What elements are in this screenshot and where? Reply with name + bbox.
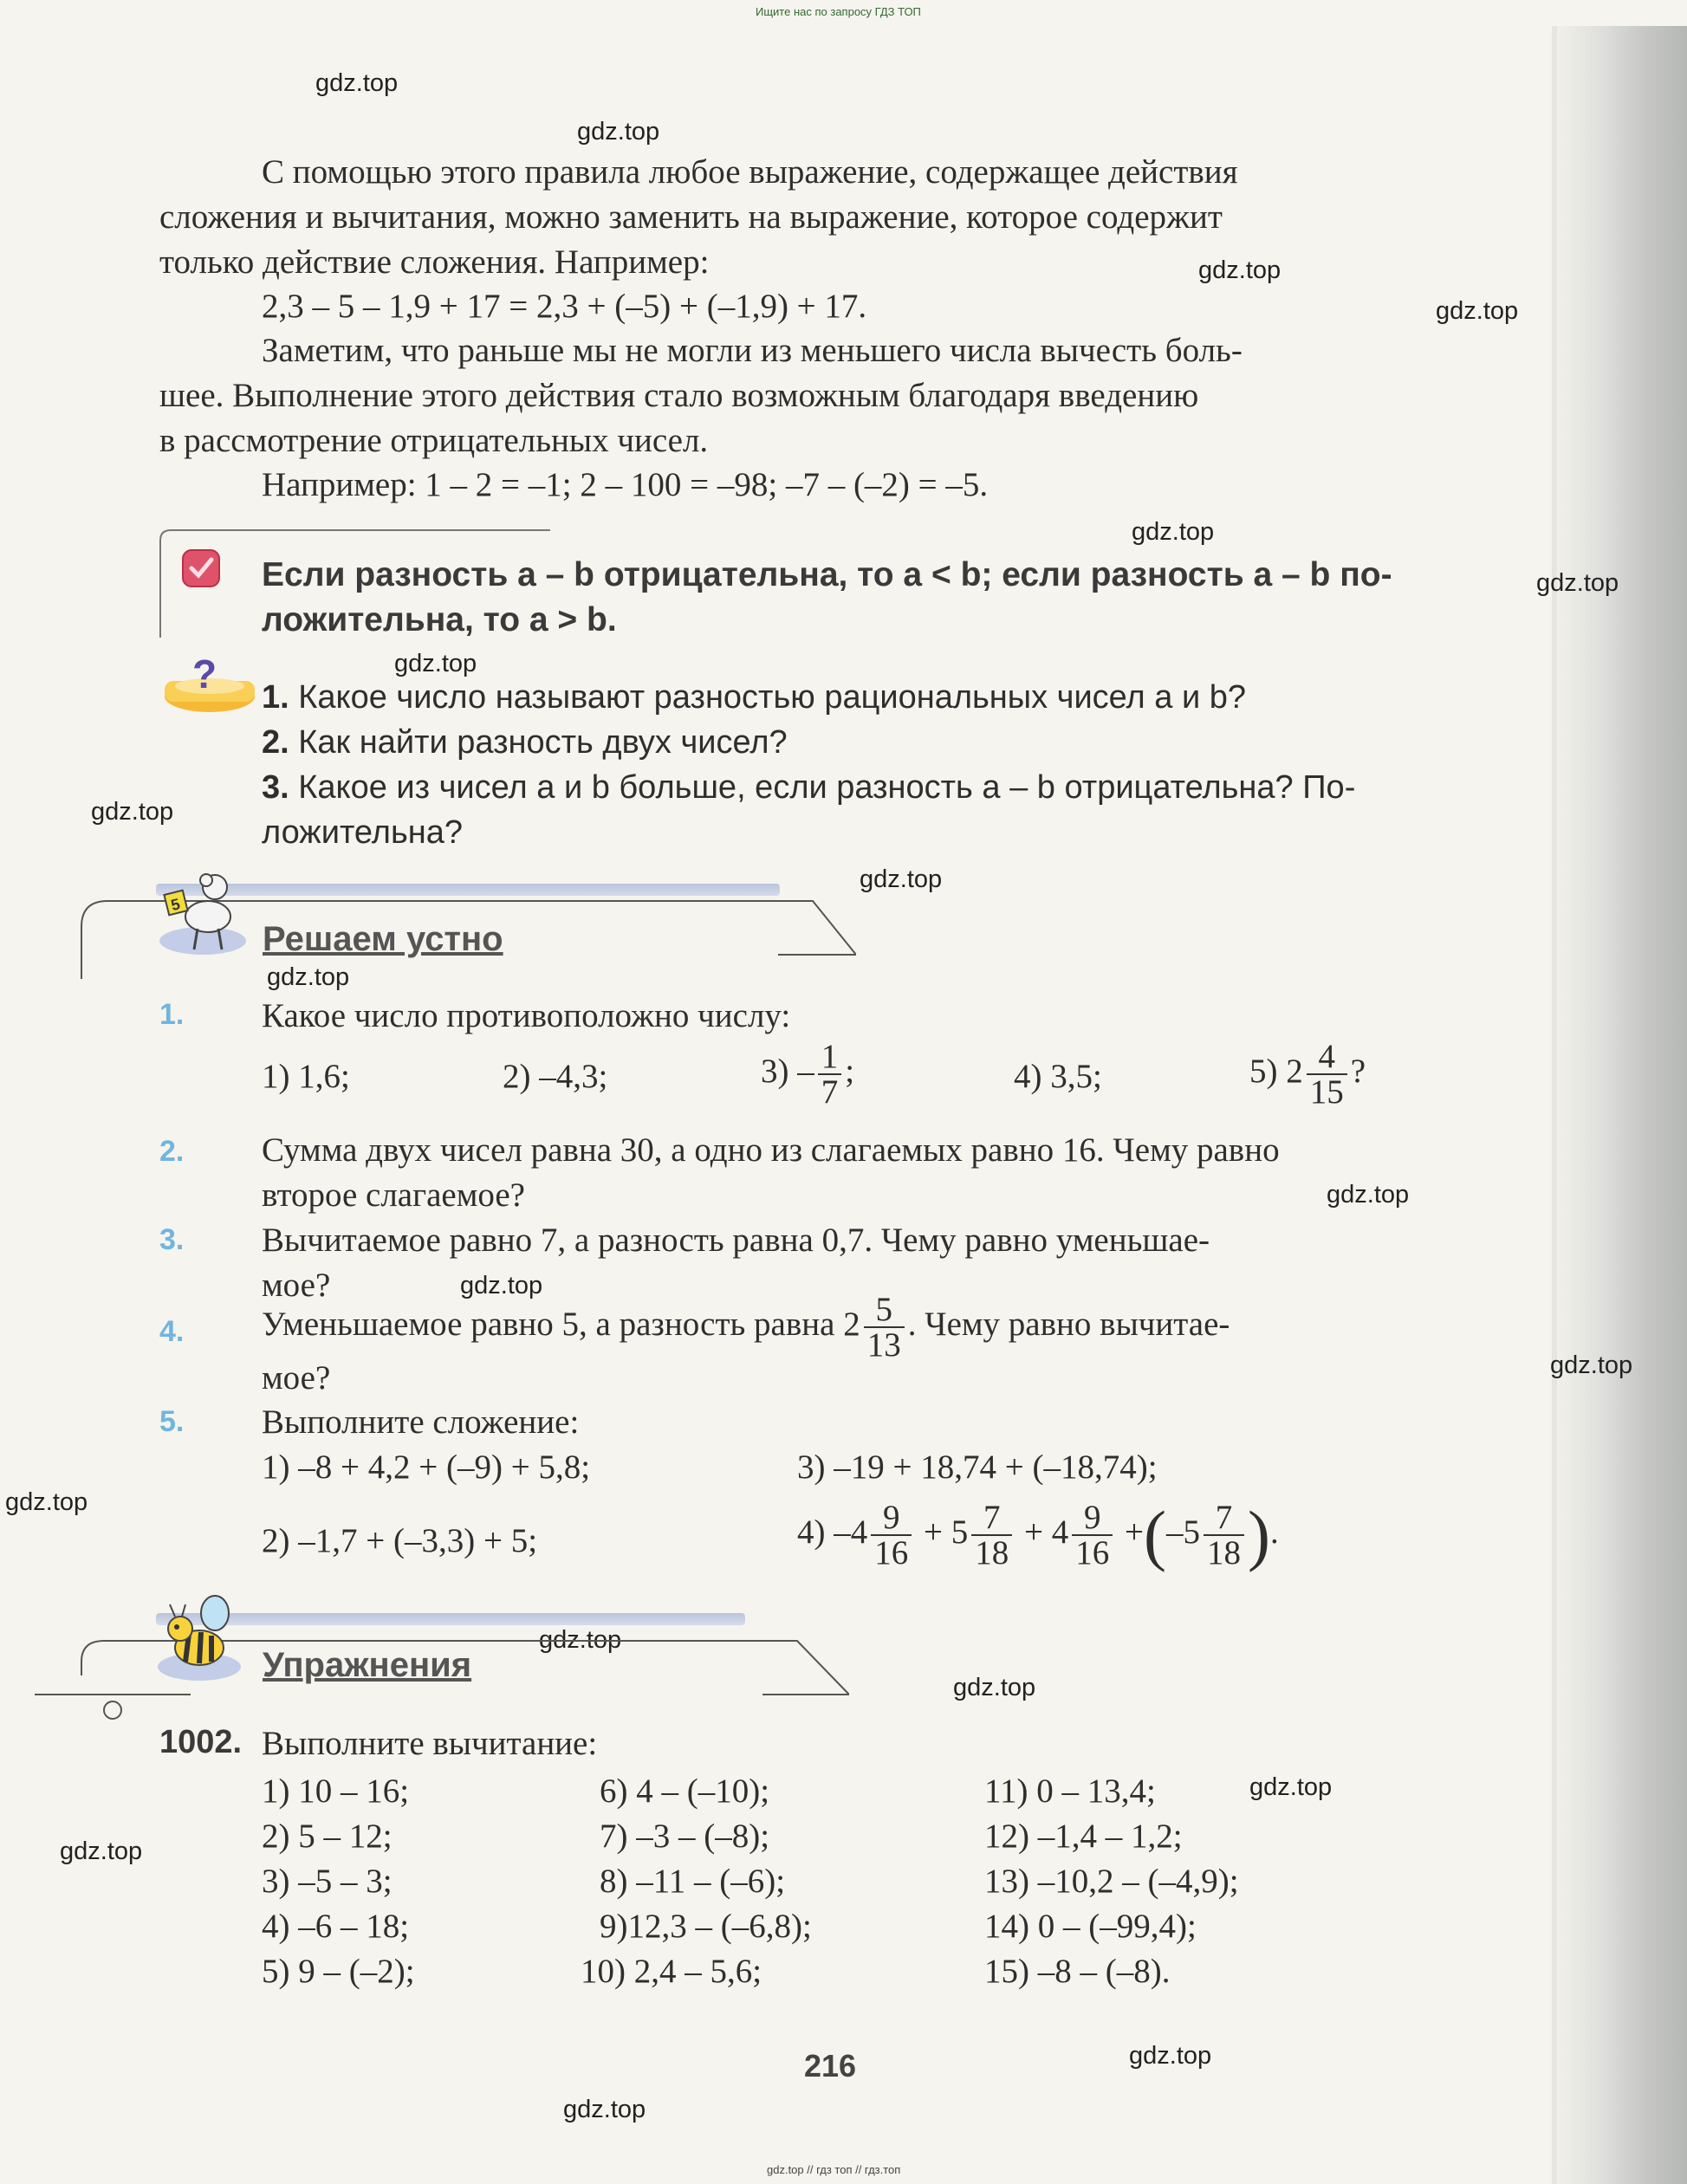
item-text: Вычитаемое равно 7, а разность равна 0,7. Чему равно уменьшае-	[262, 1222, 1210, 1259]
section-title: Решаем устно	[263, 920, 503, 958]
item-text: второе слагаемое?	[262, 1176, 525, 1214]
item-number: 5.	[159, 1405, 185, 1438]
watermark: gdz.top	[460, 1272, 543, 1299]
fraction: $\frac{7}{18}$	[971, 1500, 1012, 1570]
sum-task: 1) –8 + 4,2 + (–9) + 5,8;	[262, 1448, 591, 1486]
exercise-item: 7) –3 – (–8);	[600, 1818, 770, 1855]
watermark: gdz.top	[577, 118, 660, 146]
fraction: $\frac{9}{16}$	[1072, 1500, 1113, 1570]
exercise-column	[581, 1769, 812, 1994]
watermark: gdz.top	[1198, 256, 1281, 284]
item-text: мое?	[262, 1267, 331, 1304]
watermark: gdz.top	[91, 798, 174, 826]
parenthesis: )	[1247, 1497, 1270, 1572]
watermark: gdz.top	[1129, 2042, 1212, 2070]
sum-task-fractions: 4) –4 $\frac{9}{16}$ + 5 $\frac{7}{18}$ + 4 $\frac{9}{16}$ +(–5 $\frac{7}{18}$ ).	[797, 1497, 1279, 1572]
watermark: gdz.top	[860, 865, 943, 893]
paragraph-line: С помощью этого правила любое выражение, содержащее действия	[262, 153, 1238, 191]
fraction: $\frac{7}{18}$	[1204, 1500, 1244, 1570]
watermark: gdz.top	[1550, 1351, 1633, 1379]
item-text: Сумма двух чисел равна 30, а одно из слагаемых равно 16. Чему равно	[262, 1131, 1280, 1169]
rule-line: Если разность a – b отрицательна, то a < b; если разность a – b по-	[262, 556, 1392, 593]
bottom-note: gdz.top // гдз топ // гдз.топ	[767, 2163, 901, 2176]
item-number: 3.	[159, 1223, 185, 1256]
exercise-item: 2) 5 – 12;	[262, 1818, 393, 1855]
paragraph-line: сложения и вычитания, можно заменить на выражение, которое содержит	[159, 198, 1223, 236]
exercise-task: Выполните вычитание:	[262, 1725, 598, 1762]
paragraph-line: в рассмотрение отрицательных чисел.	[159, 422, 709, 459]
section-title: Упражнения	[263, 1646, 472, 1684]
fraction: $\frac{5}{13}$	[864, 1293, 905, 1362]
book-spine-shadow	[1557, 26, 1687, 2184]
watermark: gdz.top	[539, 1626, 622, 1654]
watermark: gdz.top	[1327, 1181, 1410, 1209]
watermark: gdz.top	[60, 1837, 143, 1865]
watermark: gdz.top	[953, 1674, 1036, 1701]
grade-badge: 5	[169, 895, 182, 915]
exercise-item: 10) 2,4 – 5,6;	[581, 1953, 762, 1990]
page-number: 216	[804, 2048, 857, 2084]
option-fraction: 5) 2 $\frac{4}{15}$ ?	[1249, 1038, 1366, 1111]
watermark: gdz.top	[315, 69, 399, 97]
fraction: $\frac{4}{15}$	[1307, 1040, 1347, 1109]
question-item: ложительна?	[262, 814, 464, 851]
watermark: gdz.top	[1249, 1773, 1333, 1801]
exercise-item: 1) 10 – 16;	[262, 1772, 410, 1810]
option: 1) 1,6;	[262, 1058, 350, 1095]
exercise-item: 6) 4 – (–10);	[600, 1772, 770, 1810]
fraction: $\frac{1}{7}$	[818, 1040, 842, 1109]
question-item: 3. Какое из чисел a и b больше, если разность a – b отрицательна? По-	[262, 769, 1356, 806]
top-note: Ищите нас по запросу ГДЗ ТОП	[756, 5, 921, 18]
exercise-item: 8) –11 – (–6);	[600, 1863, 786, 1900]
item-text: Какое число противоположно числу:	[262, 997, 791, 1034]
watermark: gdz.top	[1436, 297, 1519, 325]
watermark: gdz.top	[563, 2096, 646, 2123]
watermark: gdz.top	[394, 650, 477, 677]
checkmark-icon	[180, 548, 222, 589]
question-item: 1. Какое число называют разностью рациональных чисел a и b?	[262, 679, 1247, 716]
example-equation: 2,3 – 5 – 1,9 + 17 = 2,3 + (–5) + (–1,9) + 17.	[262, 288, 867, 325]
parenthesis: (	[1144, 1497, 1166, 1572]
svg-text:?: ?	[192, 655, 217, 697]
question-mark-icon	[159, 655, 260, 716]
exercise-item: 14) 0 – (–99,4);	[984, 1908, 1197, 1945]
bee-mascot-icon	[154, 1594, 244, 1684]
option: 2) –4,3;	[503, 1058, 608, 1095]
watermark: gdz.top	[1536, 569, 1619, 597]
exercise-item: 12) –1,4 – 1,2;	[984, 1818, 1183, 1855]
exercise-item: 4) –6 – 18;	[262, 1908, 410, 1945]
question-item: 2. Как найти разность двух чисел?	[262, 724, 788, 761]
sum-task: 3) –19 + 18,74 + (–18,74);	[797, 1448, 1158, 1486]
item-number: 1.	[159, 998, 185, 1031]
item-text: мое?	[262, 1359, 331, 1397]
paragraph-line: шее. Выполнение этого действия стало возможным благодаря введению	[159, 377, 1199, 414]
option-fraction: 3) – $\frac{1}{7}$ ;	[761, 1038, 855, 1111]
option: 4) 3,5;	[1014, 1058, 1102, 1095]
exercise-number: 1002.	[159, 1724, 243, 1760]
poodle-mascot-icon	[156, 866, 250, 958]
item-text: Уменьшаемое равно 5, а разность равна 2 $\frac{5}{13}$ . Чему равно вычитае-	[262, 1291, 1230, 1364]
section-band	[156, 1613, 745, 1625]
item-number: 2.	[159, 1135, 185, 1168]
exercise-item: 13) –10,2 – (–4,9);	[984, 1863, 1239, 1900]
exercise-item: 11) 0 – 13,4;	[984, 1772, 1156, 1810]
watermark: gdz.top	[267, 963, 350, 991]
exercise-item: 9)12,3 – (–6,8);	[600, 1908, 812, 1945]
section-band	[156, 884, 780, 896]
paragraph-line: только действие сложения. Например:	[159, 243, 710, 281]
exercise-item: 15) –8 – (–8).	[984, 1953, 1171, 1990]
watermark: gdz.top	[1132, 518, 1215, 546]
item-number: 4.	[159, 1315, 185, 1348]
rule-line: ложительна, то a > b.	[262, 601, 617, 638]
exercise-item: 5) 9 – (–2);	[262, 1953, 415, 1990]
example-equation: Например: 1 – 2 = –1; 2 – 100 = –98; –7 – (–2) = –5.	[262, 466, 989, 503]
exercise-item: 3) –5 – 3;	[262, 1863, 393, 1900]
item-text: Выполните сложение:	[262, 1403, 580, 1441]
exercise-column	[984, 1769, 1239, 1994]
paragraph-line: Заметим, что раньше мы не могли из меньшего числа вычесть боль-	[262, 332, 1243, 369]
fraction: $\frac{9}{16}$	[871, 1500, 912, 1570]
sum-task: 2) –1,7 + (–3,3) + 5;	[262, 1522, 538, 1559]
watermark: gdz.top	[5, 1488, 88, 1516]
exercise-column	[262, 1769, 415, 1994]
